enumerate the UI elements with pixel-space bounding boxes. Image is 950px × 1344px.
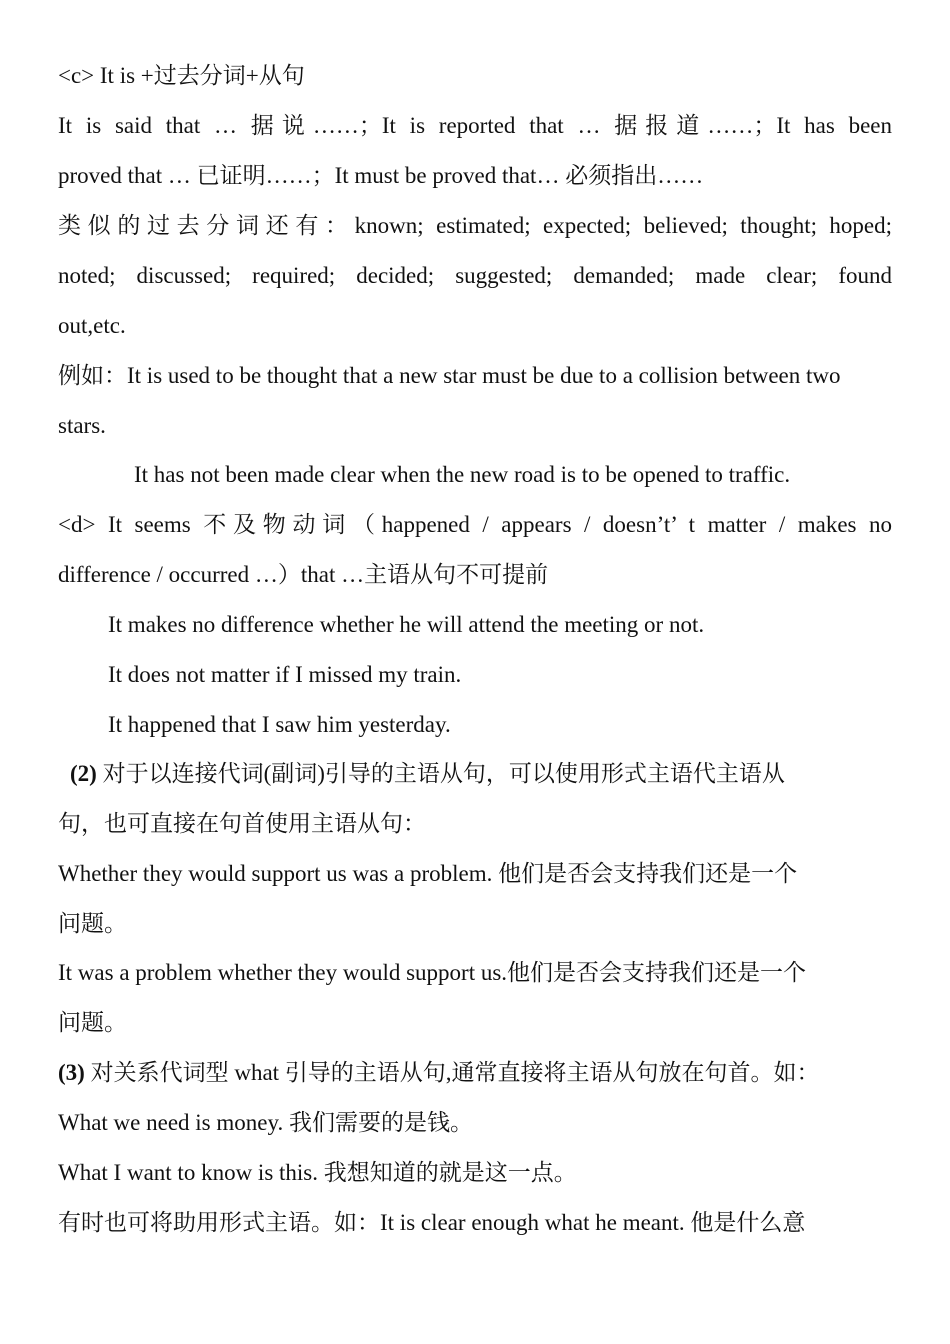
example-line: It has not been made clear when the new road is to be opened to traffic. [134,462,791,487]
example-line: Whether they would support us was a problem. 他们是否会支持我们还是一个 [58,861,798,886]
text-line: 有时也可将助用形式主语。如：It is clear enough what he meant. 他是什么意 [58,1210,806,1235]
example-line: It does not matter if I missed my train. [108,662,462,687]
text-line: out,etc. [58,313,126,338]
point-3-marker: (3) [58,1060,85,1085]
example-line: It was a problem whether they would support us.他们是否会支持我们还是一个 [58,960,807,985]
text-line: 问题。 [58,1010,127,1035]
heading-c: <c> It is +过去分词+从句 [58,63,305,88]
example-line: What I want to know is this. 我想知道的就是这一点。 [58,1160,577,1185]
point-2-line [70,759,892,789]
example-line: 例如：It is used to be thought that a new star must be due to a collision between two [58,363,841,388]
example-line: What we need is money. 我们需要的是钱。 [58,1110,473,1135]
text-line: noted; discussed; required; decided; suggested; demanded; made clear; found [58,263,892,288]
point-3-text: 对关系代词型 what 引导的主语从句,通常直接将主语从句放在句首。如： [90,1060,820,1085]
point-3-line [58,1058,892,1088]
heading-d: <d> It seems 不及物动词（happened / appears / doesn’t’ t matter / makes no [58,512,892,537]
text-line: 句，也可直接在句首使用主语从句： [58,811,426,836]
text-line: difference / occurred …）that …主语从句不可提前 [58,562,549,587]
example-line: stars. [58,413,106,438]
text-line: 类似的过去分词还有：known; estimated; expected; believed; thought; hoped; [58,213,892,238]
text-line: It is said that … 据说……；It is reported that … 据报道……；It has been [58,113,892,138]
text-line: 问题。 [58,911,127,936]
example-line: It makes no difference whether he will attend the meeting or not. [108,612,705,637]
point-2-marker: (2) [70,761,97,786]
text-line: proved that … 已证明……；It must be proved that… 必须指出…… [58,163,704,188]
point-2-text: 对于以连接代词(副词)引导的主语从句，可以使用形式主语代主语从 [102,761,785,786]
example-line: It happened that I saw him yesterday. [108,712,451,737]
